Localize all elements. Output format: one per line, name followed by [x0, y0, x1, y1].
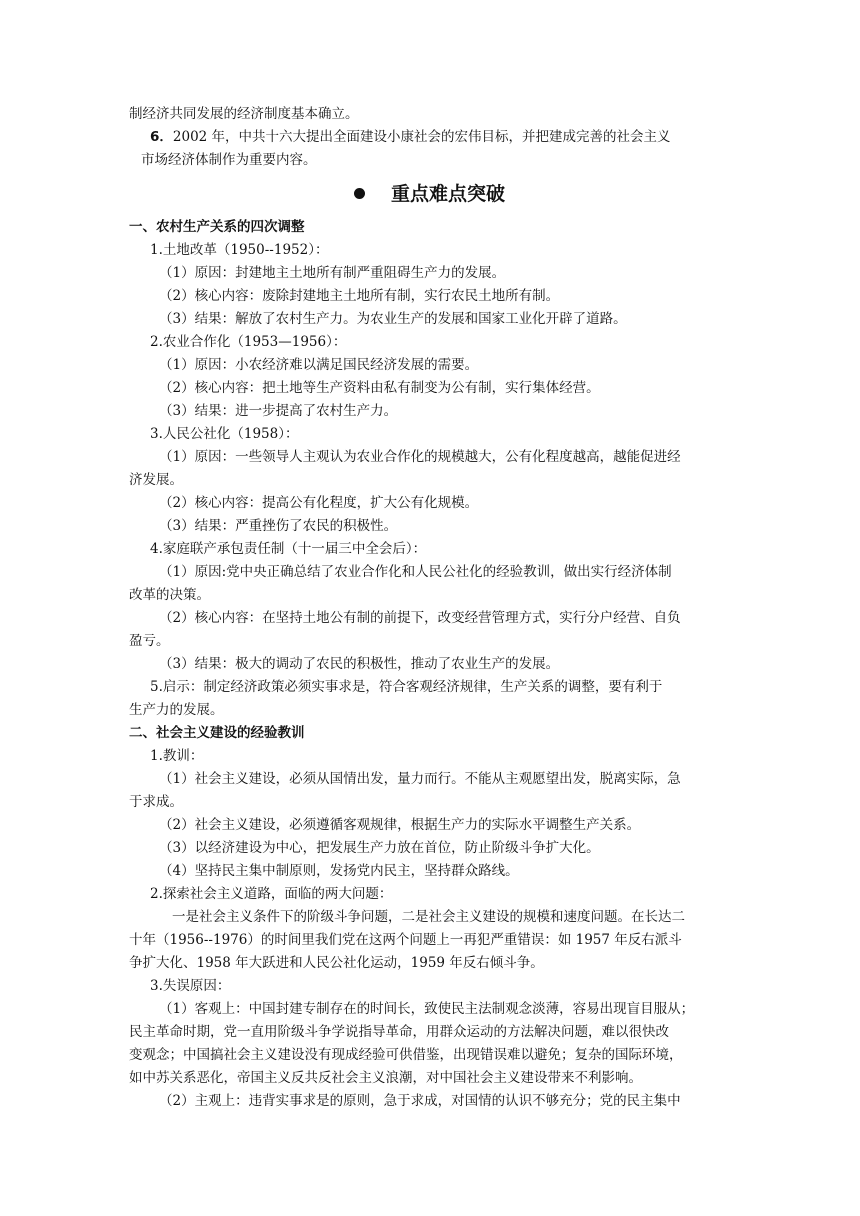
- paragraph-line: （3）结果：解放了农村生产力。为农业生产的发展和国家工业化开辟了道路。: [159, 311, 627, 327]
- paragraph-line: （1）原因:党中央正确总结了农业合作化和人民公社化的经验教训，做出实行经济体制: [159, 564, 672, 580]
- paragraph-line: （1）原因：封建地主土地所有制严重阻碍生产力的发展。: [159, 265, 506, 281]
- intro-line: 制经济共同发展的经济制度基本确立。: [129, 106, 359, 122]
- paragraph-line: （2）核心内容：把土地等生产资料由私有制变为公有制，实行集体经营。: [159, 380, 600, 396]
- paragraph-line: （1）原因：小农经济难以满足国民经济发展的需要。: [159, 357, 479, 373]
- paragraph-line: 4.家庭联产承包责任制（十一届三中全会后）：: [150, 541, 427, 557]
- intro-item-6-cont: 市场经济体制作为重要内容。: [141, 152, 317, 168]
- paragraph-line: 如中苏关系恶化，帝国主义反共反社会主义浪潮，对中国社会主义建设带来不利影响。: [129, 1070, 642, 1086]
- paragraph-line: （3）结果：进一步提高了农村生产力。: [159, 403, 398, 419]
- section-title: 二、社会主义建设的经验教训: [129, 725, 305, 741]
- paragraph-line: 5.启示：制定经济政策必须实事求是，符合客观经济规律，生产关系的调整，要有利于: [150, 679, 663, 695]
- paragraph-line: （2）社会主义建设，必须遵循客观规律，根据生产力的实际水平调整生产关系。: [159, 817, 641, 833]
- paragraph-line: 3.人民公社化（1958）：: [150, 426, 299, 442]
- paragraph-line: （2）核心内容：提高公有化程度，扩大公有化规模。: [159, 495, 479, 511]
- paragraph-line: （3）以经济建设为中心，把发展生产力放在首位，防止阶级斗争扩大化。: [159, 840, 600, 856]
- paragraph-line: 2.探索社会主义道路，面临的两大问题：: [150, 886, 393, 902]
- paragraph-line: 改革的决策。: [129, 587, 210, 603]
- paragraph-line: （2）主观上：违背实事求是的原则，急于求成，对国情的认识不够充分；党的民主集中: [159, 1093, 681, 1109]
- paragraph-line: 十年（1956--1976）的时间里我们党在这两个问题上一再犯严重错误：如 1957 年反右派斗: [129, 932, 682, 948]
- paragraph-line: 2.农业合作化（1953—1956）：: [150, 334, 347, 350]
- paragraph-line: （3）结果：极大的调动了农民的积极性，推动了农业生产的发展。: [159, 656, 560, 672]
- paragraph-line: （4）坚持民主集中制原则，发扬党内民主，坚持群众路线。: [159, 863, 519, 879]
- paragraph-line: 1.教训：: [150, 748, 204, 764]
- paragraph-line: 变观念；中国搞社会主义建设没有现成经验可供借鉴，出现错误难以避免；复杂的国际环境，: [129, 1047, 683, 1063]
- text-column: [129, 103, 730, 1113]
- paragraph-line: 3.失误原因：: [150, 978, 231, 994]
- section-heading: [129, 174, 730, 214]
- intro-item-6: [129, 126, 730, 149]
- paragraph-line: 盈亏。: [129, 633, 170, 649]
- bullet-icon: [354, 188, 365, 199]
- item-text: 2002 年，中共十六大提出全面建设小康社会的宏伟目标，并把建成完善的社会主义: [172, 129, 671, 145]
- paragraph-line: （2）核心内容：在坚持土地公有制的前提下，改变经营管理方式，实行分户经营、自负: [159, 610, 681, 626]
- paragraph-line: 一是社会主义条件下的阶级斗争问题，二是社会主义建设的规模和速度问题。在长达二: [172, 909, 685, 925]
- paragraph-line: 民主革命时期，党一直用阶级斗争学说指导革命，用群众运动的方法解决问题，难以很快改: [129, 1024, 669, 1040]
- paragraph-line: （1）原因：一些领导人主观认为农业合作化的规模越大，公有化程度越高，越能促进经: [159, 449, 681, 465]
- paragraph-line: （1）社会主义建设，必须从国情出发，量力而行。不能从主观愿望出发，脱离实际，急: [159, 771, 681, 787]
- heading-text: 重点难点突破: [390, 183, 505, 205]
- paragraph-line: 1.土地改革（1950--1952）：: [150, 242, 329, 258]
- paragraph-line: 于求成。: [129, 794, 183, 810]
- paragraph-line: （3）结果：严重挫伤了农民的积极性。: [159, 518, 398, 534]
- paragraph-line: （2）核心内容：废除封建地主土地所有制，实行农民土地所有制。: [159, 288, 560, 304]
- paragraph-line: （1）客观上：中国封建专制存在的时间长，致使民主法制观念淡薄，容易出现盲目服从；: [159, 1001, 695, 1017]
- paragraph-line: 生产力的发展。: [129, 702, 224, 718]
- section-title: 一、农村生产关系的四次调整: [129, 219, 305, 235]
- paragraph-line: 争扩大化、1958 年大跃进和人民公社化运动，1959 年反右倾斗争。: [129, 955, 544, 971]
- paragraph-line: 济发展。: [129, 472, 183, 488]
- item-number: 6．: [150, 129, 173, 145]
